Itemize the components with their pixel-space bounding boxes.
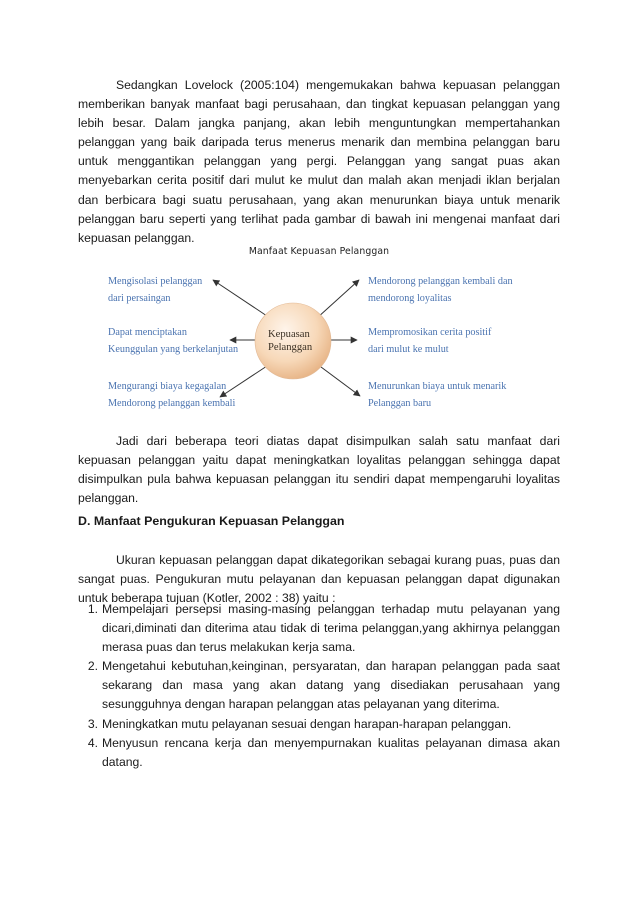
figure-caption: Manfaat Kepuasan Pelanggan (248, 246, 390, 257)
label-failure-line1: Mengurangi biaya kegagalan (108, 381, 227, 392)
label-promote-line2: dari mulut ke mulut (368, 344, 449, 355)
paragraph-lovelock (78, 76, 560, 248)
label-lower-acquisition-cost (368, 378, 506, 412)
paragraph-lovelock-text: Sedangkan Lovelock (2005:104) mengemukakan bahwa kepuasan pelanggan memberikan banyak manfaat bagi perusahaan, dan tingkat kepuasan pelanggan yang lebih besar. Dalam jangka panjang, akan lebih menguntungkan mempertahankan pelanggan yang baik daripada terus menerus menarik dan membina pelanggan baru untuk menggantikan pelanggan yang pergi. Pelanggan yang sangat puas akan menyebarkan cerita positif dari mulut ke mulut dan malah akan menjadi iklan berjalan dan berbicara bagi suatu perusahaan, yang akan menurunkan biaya untuk menarik pelanggan baru seperti yang terlihat pada gambar di bawah ini mengenai manfaat dari kepuasan pelanggan. (78, 78, 560, 245)
label-encourage-loyalty (368, 273, 513, 307)
list-item-number: 3. (87, 716, 98, 731)
list-item-number: 2. (87, 659, 98, 674)
arrow-bottom-right (317, 364, 360, 396)
label-acquisition-line1: Menurunkan biaya untuk menarik (368, 381, 507, 392)
list-item-text: Menyusun rencana kerja dan menyempurnakan kualitas pelayanan dimasa akan datang. (102, 735, 560, 769)
label-reduce-failure-cost (108, 378, 235, 412)
label-loyalty-line2: mendorong loyalitas (368, 293, 452, 304)
list-item (78, 715, 560, 734)
label-acquisition-line2: Pelanggan baru (368, 398, 432, 409)
label-loyalty-line1: Mendorong pelanggan kembali dan (368, 276, 513, 287)
arrow-top-left (213, 280, 270, 318)
arrow-top-right (317, 280, 359, 318)
label-isolate-line2: dari persaingan (108, 293, 171, 304)
list-item (78, 600, 560, 657)
label-promote-stories (368, 324, 491, 358)
paragraph-conclusion-text: Jadi dari beberapa teori diatas dapat disimpulkan salah satu manfaat dari kepuasan pelanggan yaitu dapat meningkatkan loyalitas pelanggan sehingga dapat disimpulkan pula bahwa kepuasan pelanggan itu sendiri dapat mempengaruhi loyalitas pelanggan. (78, 434, 560, 506)
label-advantage-line1: Dapat menciptakan (108, 327, 187, 338)
center-label-line2: Pelanggan (268, 342, 313, 353)
list-item-number: 1. (87, 602, 98, 616)
benefits-diagram (92, 266, 532, 416)
label-create-advantage (108, 324, 238, 358)
label-isolate-line1: Mengisolasi pelanggan (108, 276, 203, 287)
label-promote-line1: Mempromosikan cerita positif (368, 327, 492, 338)
purpose-list (78, 600, 560, 772)
paragraph-conclusion (78, 432, 560, 508)
list-item-text: Mempelajari persepsi masing-masing pelanggan terhadap mutu pelayanan yang dicari,diminati dan diterima atau tidak di terima pelanggan,yang akhirnya pelanggan merasa puas dan terus melakukan kerja sama. (102, 602, 560, 655)
list-item (78, 734, 560, 772)
center-label (268, 328, 312, 354)
list-item-text: Meningkatkan mutu pelayanan sesuai dengan harapan-harapan pelanggan. (102, 716, 512, 731)
label-advantage-line2: Keunggulan yang berkelanjutan (108, 344, 239, 355)
label-failure-line2: Mendorong pelanggan kembali (108, 398, 236, 409)
center-label-line1: Kepuasan (268, 329, 310, 340)
label-isolate-customers (108, 273, 202, 307)
list-item-text: Mengetahui kebutuhan,keinginan, persyaratan, dan harapan pelanggan pada saat sekarang dan masa yang akan datang yang disediakan perusahaan yang sesungguhnya dengan harapan pelanggan atas pelayanan yang diterima. (102, 659, 560, 712)
section-heading: D. Manfaat Pengukuran Kepuasan Pelanggan (78, 514, 345, 528)
list-item-number: 4. (87, 735, 98, 750)
paragraph-measurement-text: Ukuran kepuasan pelanggan dapat dikategorikan sebagai kurang puas, puas dan sangat puas. Pengukuran mutu pelayanan dan kepuasan pelanggan dapat digunakan untuk beberapa tujuan (Kotler, 2002 : 38) yaitu : (78, 553, 560, 606)
list-item (78, 657, 560, 714)
